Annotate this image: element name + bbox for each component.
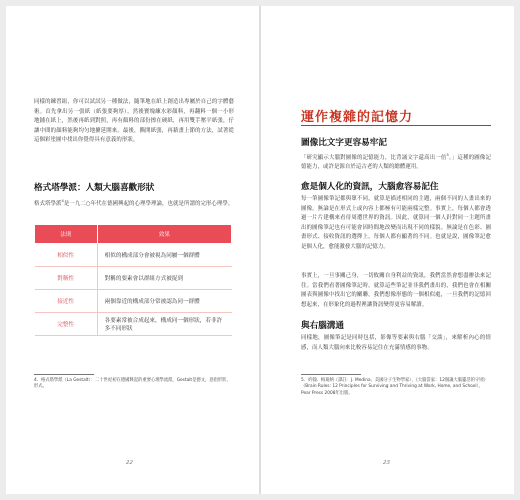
header-effect: 效果	[97, 225, 231, 244]
law-effect: 各要素常被合成起來，構成同一個形狀，若非許多不同形狀	[97, 313, 231, 336]
header-term: 法則	[35, 225, 98, 244]
law-term: 接近性	[35, 290, 98, 313]
page-number: 22	[126, 460, 133, 466]
right-page	[261, 6, 514, 494]
paragraph-images-end: 。」這種的圖像記憶能力，或許是源自於這古老的人類的總體運用。	[301, 154, 491, 171]
footnote: 5．約翰．梅迪納（譯註：J. Medina，美國分子生物學家），《大腦當家：12個讓大腦靈活的守則》（Brain Rules: 12 Principles for Surviving and Thriving at Work, Home, and School），Pear Press 2008年出版。	[301, 378, 488, 396]
section-heading-right-brain: 與右腦溝通	[301, 321, 344, 331]
table-row	[35, 267, 232, 290]
section-text-a: 格式塔學派	[34, 200, 62, 207]
footnote-divider	[301, 374, 361, 375]
law-term: 完整性	[35, 313, 98, 336]
paragraph-self: 事實上，一旦事關己身，一切攸關自身利益的資訊，我們當然會想盡辦法來記住。當我們看著圖像筆記時，就算這些筆記並非我們畫出的，我們也會在相關圖表與圖像中找出它的關聯，我們想像形態的一個相似處，一旦我們的記憶回想起來，在形象化的過程裡讓資訊變得更容易解讀。	[301, 273, 491, 308]
footnote-divider	[34, 374, 94, 375]
book-spread	[6, 6, 514, 494]
paragraph-right-brain: 同樣地，圖像筆記是同時包括，影像等要素與右腦「交談」，來解析內心的情感，而人類大腦向來比較容易記住在充滿情感的事物。	[301, 335, 491, 351]
left-page	[6, 6, 259, 494]
law-effect: 對稱的要素會以群組方式被捉到	[97, 267, 231, 290]
gestalt-laws-table	[34, 224, 232, 336]
section-heading-images: 圖像比文字更容易牢記	[301, 138, 387, 148]
footnote-marker: 5	[446, 153, 449, 157]
paragraph-images	[301, 151, 491, 173]
chapter-title: 運作複雜的記憶力	[301, 110, 414, 125]
footnote-marker: 4	[61, 199, 64, 203]
section-heading: 格式塔學派：人類大腦喜歡形狀	[34, 183, 155, 193]
paragraph-images-text: 「研究顯示大腦對圖像的記憶能力，比背誦文字還高出一倍	[301, 154, 447, 161]
section-paragraph	[34, 197, 234, 209]
footnote: 4．格式塔學派（La Gestalt）：二十世紀初在德國興起的重要心理學流派，Gestalt是德文，意指形狀、形式。	[34, 378, 231, 390]
intro-paragraph: 同樣的練習組，你可以試試另一種做法，隨筆地在紙上創造出專屬於自己的字體藝術。首先拿出另一張紙（紙張要夠厚），然後寶塊練水彩顏料，再翻料一個一小形地鋪在紙上，然後再紙到對照，再有顏料的部份擦在硬紙，再用雙手壓平紙張，仔讓中間的顏料能夠均匀地擴延開來。最後，撕開紙張，再藉畫上節的方法，試著從這個彩塗圖中找出你覺得具有意義的形狀。	[34, 99, 234, 144]
law-effect: 相似的構成部分會被視為同屬一個群體	[97, 244, 231, 267]
table-row	[35, 290, 232, 313]
law-term: 對稱性	[35, 267, 98, 290]
law-effect: 兩個靠近的構成部分常被認為同一群體	[97, 290, 231, 313]
section-text-b: 是一九二○年代在德國興起的心理學理論，也就是所謂的完形心理學。	[63, 200, 234, 207]
section-heading-personal: 愈是個人化的資訊，大腦愈容易記住	[301, 182, 439, 192]
table-row	[35, 313, 232, 336]
table-header-row	[35, 225, 232, 244]
law-term: 相似性	[35, 244, 98, 267]
title-underline	[301, 125, 491, 126]
paragraph-personal: 每一筆圖像筆記都與眾不同，就算是描述相同的主題，兩個不同的人畫出來的圖像，無論是在形式上或內容上都極有可能兩樣完整。事實上，每個人都會透過一片片建構來看待周遭世界的資訊。因此，就算同一個人針對同一主題所畫出的圖像筆記也有可能會因時間地改變而出現不同的樣貌。無論是在色彩、圖畫形式、接收資訊的選擇上，每個人都有顯著的不同。也就是說，圖像筆記愈是個人化，愈能激發大腦的記憶力。	[301, 196, 491, 250]
table-row	[35, 244, 232, 267]
page-number: 23	[383, 460, 390, 466]
